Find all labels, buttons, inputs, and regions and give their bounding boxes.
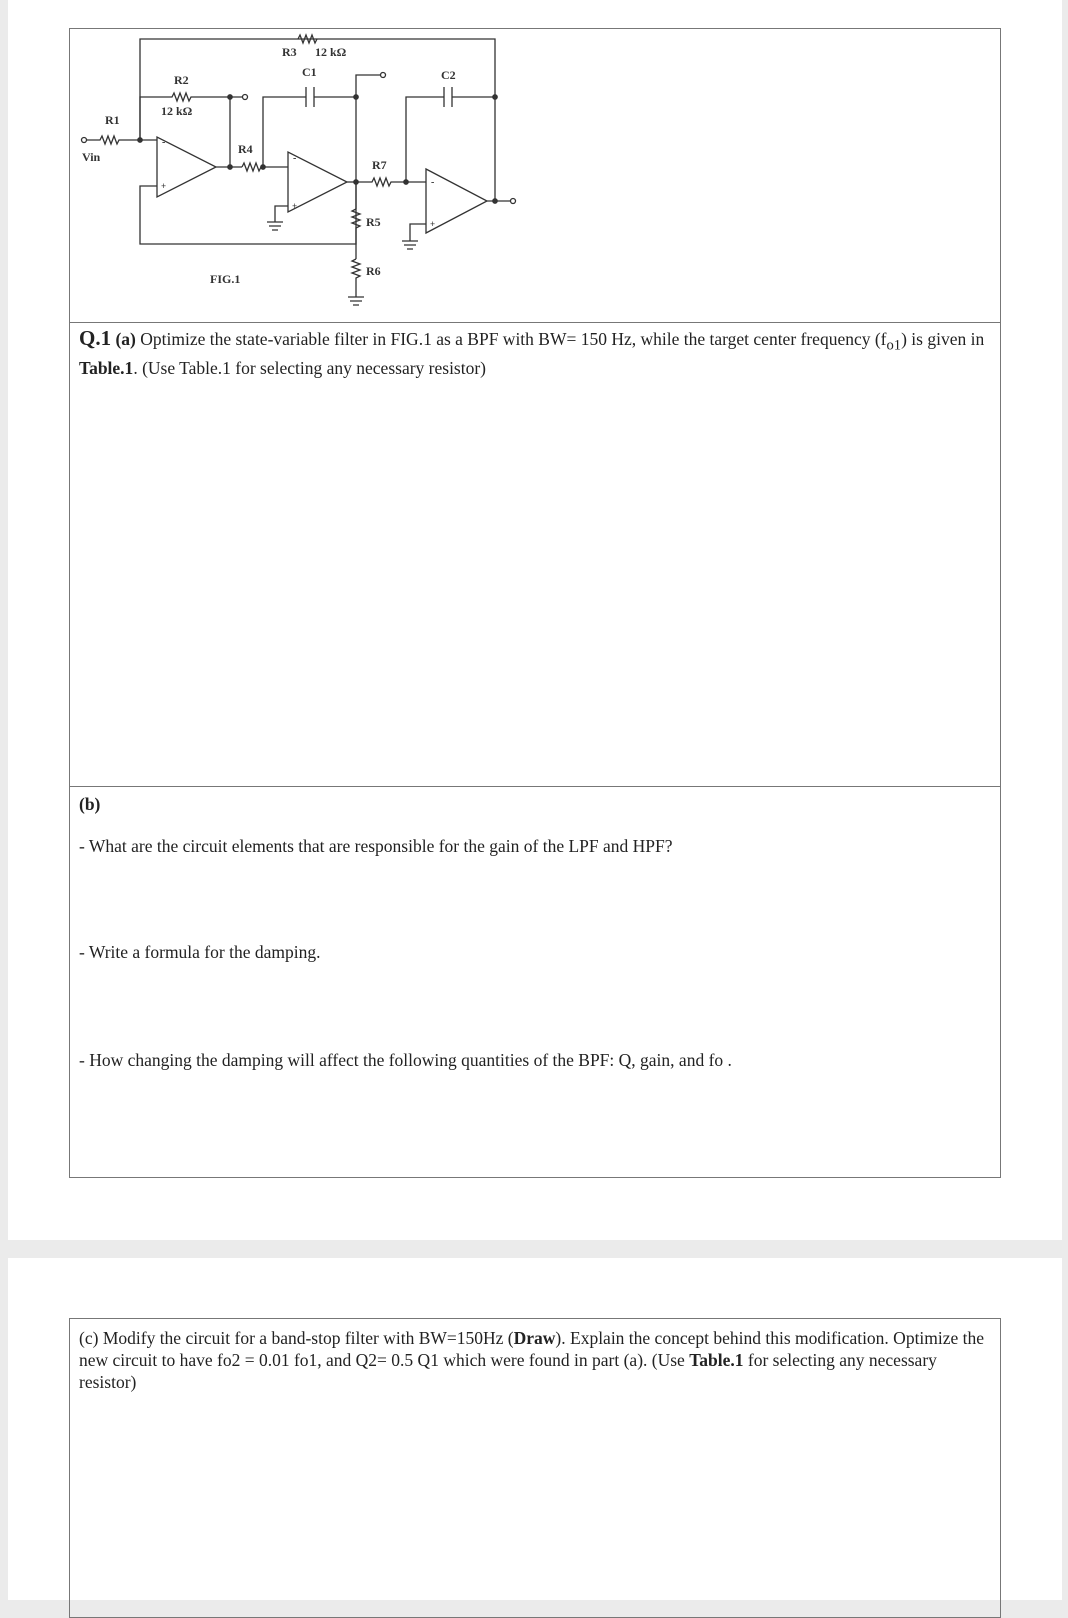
op-amp-1-plus: + xyxy=(161,181,167,191)
r3-value: 12 kΩ xyxy=(315,45,347,59)
r7-label: R7 xyxy=(372,158,387,172)
q1c-text-1: Modify the circuit for a band-stop filter with BW=150Hz ( xyxy=(102,1328,514,1348)
q1c-text-3: for selecting any necessary resistor) xyxy=(79,1350,937,1392)
part-b-gain-question: - What are the circuit elements that are responsible for the gain of the LPF and HPF? xyxy=(79,836,673,856)
r1-resistor xyxy=(87,136,157,144)
part-b-label-text: (b) xyxy=(79,794,101,814)
question-1a xyxy=(79,327,989,379)
q1c-text-2: ). Explain the concept behind this modification. Optimize the new circuit to have fo2 = 0.01 fo1, and Q2= 0.5 Q1 which were found in part (a). (Use xyxy=(79,1328,985,1370)
question-1c xyxy=(79,1327,989,1393)
op-amp-2-plus: + xyxy=(292,201,298,211)
page-1 xyxy=(8,0,1062,1240)
r7-resistor xyxy=(356,178,426,186)
question-c-frame xyxy=(69,1318,1001,1618)
r2-label: R2 xyxy=(174,73,189,87)
r4-label: R4 xyxy=(238,142,253,156)
part-b-changing-question: - How changing the damping will affect the following quantities of the BPF: Q, gain, and fo . xyxy=(79,1050,732,1070)
q1a-text-1: Optimize the state-variable filter in FIG.1 as a BPF with BW= 150 Hz, while the target center frequency (f xyxy=(140,329,887,349)
c1-capacitor xyxy=(306,87,314,107)
r1-label: R1 xyxy=(105,113,120,127)
c1-label: C1 xyxy=(302,65,317,79)
part-b-label xyxy=(79,793,100,815)
r3-resistor xyxy=(298,35,317,43)
part-b-damping-question: - Write a formula for the damping. xyxy=(79,942,321,962)
part-b-divider xyxy=(70,786,1000,787)
part-a-label: (a) xyxy=(115,329,136,349)
c2-label: C2 xyxy=(441,68,456,82)
op-amp-1-minus: - xyxy=(162,137,166,148)
q1c-draw: Draw xyxy=(513,1328,556,1348)
q1a-text-2: ) is given in xyxy=(901,329,985,349)
op-amp-3-minus: - xyxy=(431,177,435,188)
question-number: Q.1 xyxy=(79,326,112,350)
fig1-caption: FIG.1 xyxy=(210,272,241,286)
c2-capacitor xyxy=(444,87,452,107)
op-amp-3-plus: + xyxy=(430,219,436,229)
question-frame xyxy=(69,28,1001,1178)
figure-divider xyxy=(70,322,1000,323)
r3-label: R3 xyxy=(282,45,297,59)
q1a-subscript: o1 xyxy=(886,337,902,354)
page-2 xyxy=(8,1258,1062,1600)
vin-label: Vin xyxy=(82,150,101,164)
part-c-label: (c) xyxy=(79,1328,99,1348)
r6-label: R6 xyxy=(366,264,381,278)
fig1-circuit xyxy=(70,29,1000,321)
q1a-text-3: . (Use Table.1 for selecting any necessary resistor) xyxy=(133,357,487,378)
q1c-table-ref: Table.1 xyxy=(689,1350,744,1370)
q1a-table-ref: Table.1 xyxy=(79,357,134,378)
op-amp-2-minus: - xyxy=(293,153,297,164)
op-amp-3 xyxy=(426,169,487,233)
r2-value: 12 kΩ xyxy=(161,104,193,118)
r6-resistor xyxy=(352,259,360,297)
r5-label: R5 xyxy=(366,215,381,229)
